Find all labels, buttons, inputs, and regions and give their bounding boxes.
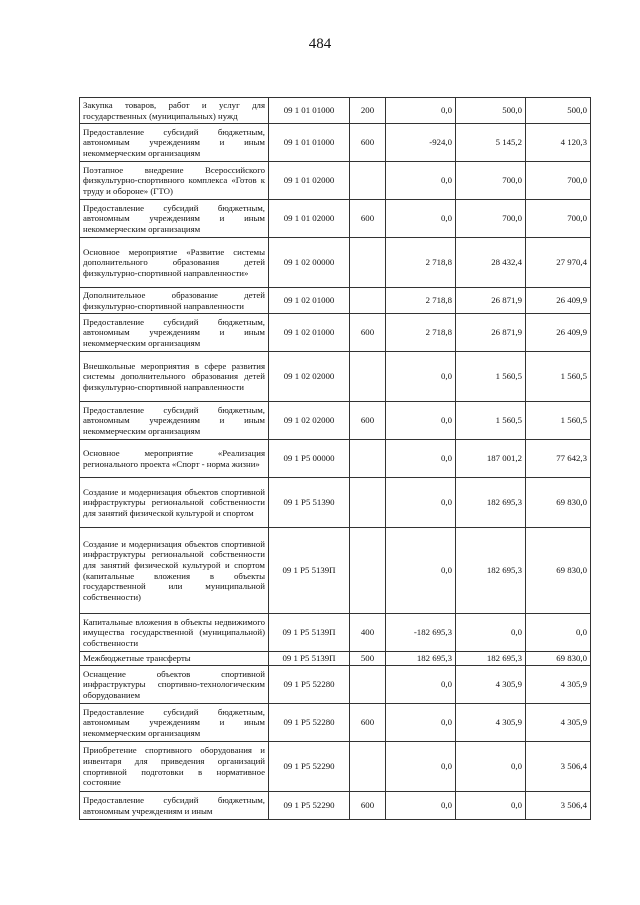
row-value-2: 182 695,3 [456, 528, 526, 614]
row-expense-type [350, 742, 386, 792]
table-row [80, 402, 591, 440]
row-name: Предоставление субсидий бюджетным, автономным учреждениям и иным некоммерческим организациям [80, 402, 269, 440]
row-value-1: 0,0 [386, 528, 456, 614]
row-value-2: 182 695,3 [456, 478, 526, 528]
row-value-1: 0,0 [386, 98, 456, 124]
row-code: 09 1 P5 51390 [269, 478, 350, 528]
row-name: Создание и модернизация объектов спортивной инфраструктуры региональной собственности для занятий физической культурой и спортом [80, 478, 269, 528]
row-value-2: 700,0 [456, 200, 526, 238]
row-name: Основное мероприятие «Реализация регионального проекта «Спорт - норма жизни» [80, 440, 269, 478]
row-value-1: 2 718,8 [386, 238, 456, 288]
row-code: 09 1 P5 52290 [269, 742, 350, 792]
row-expense-type: 400 [350, 614, 386, 652]
row-code: 09 1 P5 52290 [269, 792, 350, 820]
row-code: 09 1 P5 52280 [269, 704, 350, 742]
row-name: Межбюджетные трансферты [80, 652, 269, 666]
row-value-3: 3 506,4 [526, 792, 591, 820]
row-value-2: 1 560,5 [456, 352, 526, 402]
row-expense-type [350, 352, 386, 402]
row-expense-type [350, 528, 386, 614]
row-value-2: 26 871,9 [456, 288, 526, 314]
row-value-1: 2 718,8 [386, 314, 456, 352]
row-code: 09 1 02 01000 [269, 314, 350, 352]
row-value-1: 0,0 [386, 440, 456, 478]
row-value-1: 0,0 [386, 352, 456, 402]
table-row [80, 614, 591, 652]
table-row [80, 704, 591, 742]
table-row [80, 314, 591, 352]
row-value-3: 69 830,0 [526, 528, 591, 614]
row-value-1: 0,0 [386, 704, 456, 742]
row-value-3: 500,0 [526, 98, 591, 124]
row-expense-type: 200 [350, 98, 386, 124]
row-name: Основное мероприятие «Развитие системы дополнительного образования детей физкультурно-спортивной направленности» [80, 238, 269, 288]
row-value-3: 26 409,9 [526, 288, 591, 314]
row-value-2: 4 305,9 [456, 666, 526, 704]
page-number: 484 [308, 36, 332, 52]
row-value-2: 0,0 [456, 742, 526, 792]
row-code: 09 1 02 02000 [269, 352, 350, 402]
row-name: Поэтапное внедрение Всероссийского физкультурно-спортивного комплекса «Готов к труду и обороне» (ГТО) [80, 162, 269, 200]
row-expense-type: 600 [350, 314, 386, 352]
row-value-1: 0,0 [386, 478, 456, 528]
row-value-2: 500,0 [456, 98, 526, 124]
row-code: 09 1 01 01000 [269, 98, 350, 124]
row-name: Предоставление субсидий бюджетным, автономным учреждениям и иным некоммерческим организациям [80, 200, 269, 238]
row-name: Предоставление субсидий бюджетным, автономным учреждениям и иным [80, 792, 269, 820]
budget-table [79, 97, 591, 820]
row-value-1: 0,0 [386, 200, 456, 238]
table-row [80, 742, 591, 792]
table-row [80, 98, 591, 124]
row-name: Оснащение объектов спортивной инфраструктуры спортивно-технологическим оборудованием [80, 666, 269, 704]
row-expense-type: 600 [350, 792, 386, 820]
row-expense-type: 500 [350, 652, 386, 666]
row-code: 09 1 01 01000 [269, 124, 350, 162]
table-row [80, 666, 591, 704]
row-value-3: 700,0 [526, 200, 591, 238]
table-row [80, 478, 591, 528]
row-value-3: 69 830,0 [526, 652, 591, 666]
table-row [80, 288, 591, 314]
row-value-3: 3 506,4 [526, 742, 591, 792]
row-name: Создание и модернизация объектов спортивной инфраструктуры региональной собственности для занятий физической культурой и спортом (капитальные вложения в объекты государственной или муниципальной собственности) [80, 528, 269, 614]
row-name: Дополнительное образование детей физкультурно-спортивной направленности [80, 288, 269, 314]
table-row [80, 528, 591, 614]
row-code: 09 1 01 02000 [269, 162, 350, 200]
table-row [80, 238, 591, 288]
row-value-3: 0,0 [526, 614, 591, 652]
row-code: 09 1 P5 5139П [269, 614, 350, 652]
row-value-1: -182 695,3 [386, 614, 456, 652]
row-value-1: 182 695,3 [386, 652, 456, 666]
row-value-1: 0,0 [386, 666, 456, 704]
row-value-3: 4 120,3 [526, 124, 591, 162]
row-value-2: 182 695,3 [456, 652, 526, 666]
row-name: Предоставление субсидий бюджетным, автономным учреждениям и иным некоммерческим организациям [80, 314, 269, 352]
row-value-1: 0,0 [386, 162, 456, 200]
budget-table-body [80, 98, 591, 820]
row-code: 09 1 P5 5139П [269, 528, 350, 614]
row-value-2: 187 001,2 [456, 440, 526, 478]
row-value-2: 700,0 [456, 162, 526, 200]
row-code: 09 1 P5 52280 [269, 666, 350, 704]
row-value-2: 28 432,4 [456, 238, 526, 288]
row-name: Предоставление субсидий бюджетным, автономным учреждениям и иным некоммерческим организациям [80, 124, 269, 162]
row-name: Закупка товаров, работ и услуг для государственных (муниципальных) нужд [80, 98, 269, 124]
row-code: 09 1 02 00000 [269, 238, 350, 288]
table-row [80, 124, 591, 162]
row-value-3: 69 830,0 [526, 478, 591, 528]
row-name: Приобретение спортивного оборудования и инвентаря для приведения организаций спортивной подготовки в нормативное состояние [80, 742, 269, 792]
row-code: 09 1 02 02000 [269, 402, 350, 440]
row-value-1: -924,0 [386, 124, 456, 162]
row-expense-type: 600 [350, 704, 386, 742]
row-value-2: 5 145,2 [456, 124, 526, 162]
row-expense-type [350, 440, 386, 478]
row-value-2: 0,0 [456, 614, 526, 652]
table-row [80, 440, 591, 478]
row-value-2: 26 871,9 [456, 314, 526, 352]
row-code: 09 1 01 02000 [269, 200, 350, 238]
row-value-2: 0,0 [456, 792, 526, 820]
table-row [80, 652, 591, 666]
row-name: Капитальные вложения в объекты недвижимого имущества государственной (муниципальной) собственности [80, 614, 269, 652]
row-value-1: 0,0 [386, 792, 456, 820]
row-value-3: 1 560,5 [526, 402, 591, 440]
row-value-1: 0,0 [386, 742, 456, 792]
row-code: 09 1 02 01000 [269, 288, 350, 314]
table-row [80, 162, 591, 200]
row-value-1: 0,0 [386, 402, 456, 440]
row-value-2: 4 305,9 [456, 704, 526, 742]
row-value-3: 4 305,9 [526, 666, 591, 704]
table-row [80, 200, 591, 238]
row-code: 09 1 P5 5139П [269, 652, 350, 666]
row-expense-type: 600 [350, 124, 386, 162]
row-expense-type [350, 288, 386, 314]
row-expense-type [350, 238, 386, 288]
row-expense-type: 600 [350, 200, 386, 238]
row-value-3: 26 409,9 [526, 314, 591, 352]
row-name: Внешкольные мероприятия в сфере развития системы дополнительного образования детей физкультурно-спортивной направленности [80, 352, 269, 402]
row-name: Предоставление субсидий бюджетным, автономным учреждениям и иным некоммерческим организациям [80, 704, 269, 742]
row-expense-type [350, 478, 386, 528]
row-value-2: 1 560,5 [456, 402, 526, 440]
row-value-3: 4 305,9 [526, 704, 591, 742]
row-expense-type [350, 162, 386, 200]
row-value-3: 27 970,4 [526, 238, 591, 288]
row-value-3: 700,0 [526, 162, 591, 200]
row-expense-type: 600 [350, 402, 386, 440]
row-expense-type [350, 666, 386, 704]
row-value-3: 77 642,3 [526, 440, 591, 478]
row-value-1: 2 718,8 [386, 288, 456, 314]
row-code: 09 1 P5 00000 [269, 440, 350, 478]
table-row [80, 352, 591, 402]
row-value-3: 1 560,5 [526, 352, 591, 402]
table-row [80, 792, 591, 820]
